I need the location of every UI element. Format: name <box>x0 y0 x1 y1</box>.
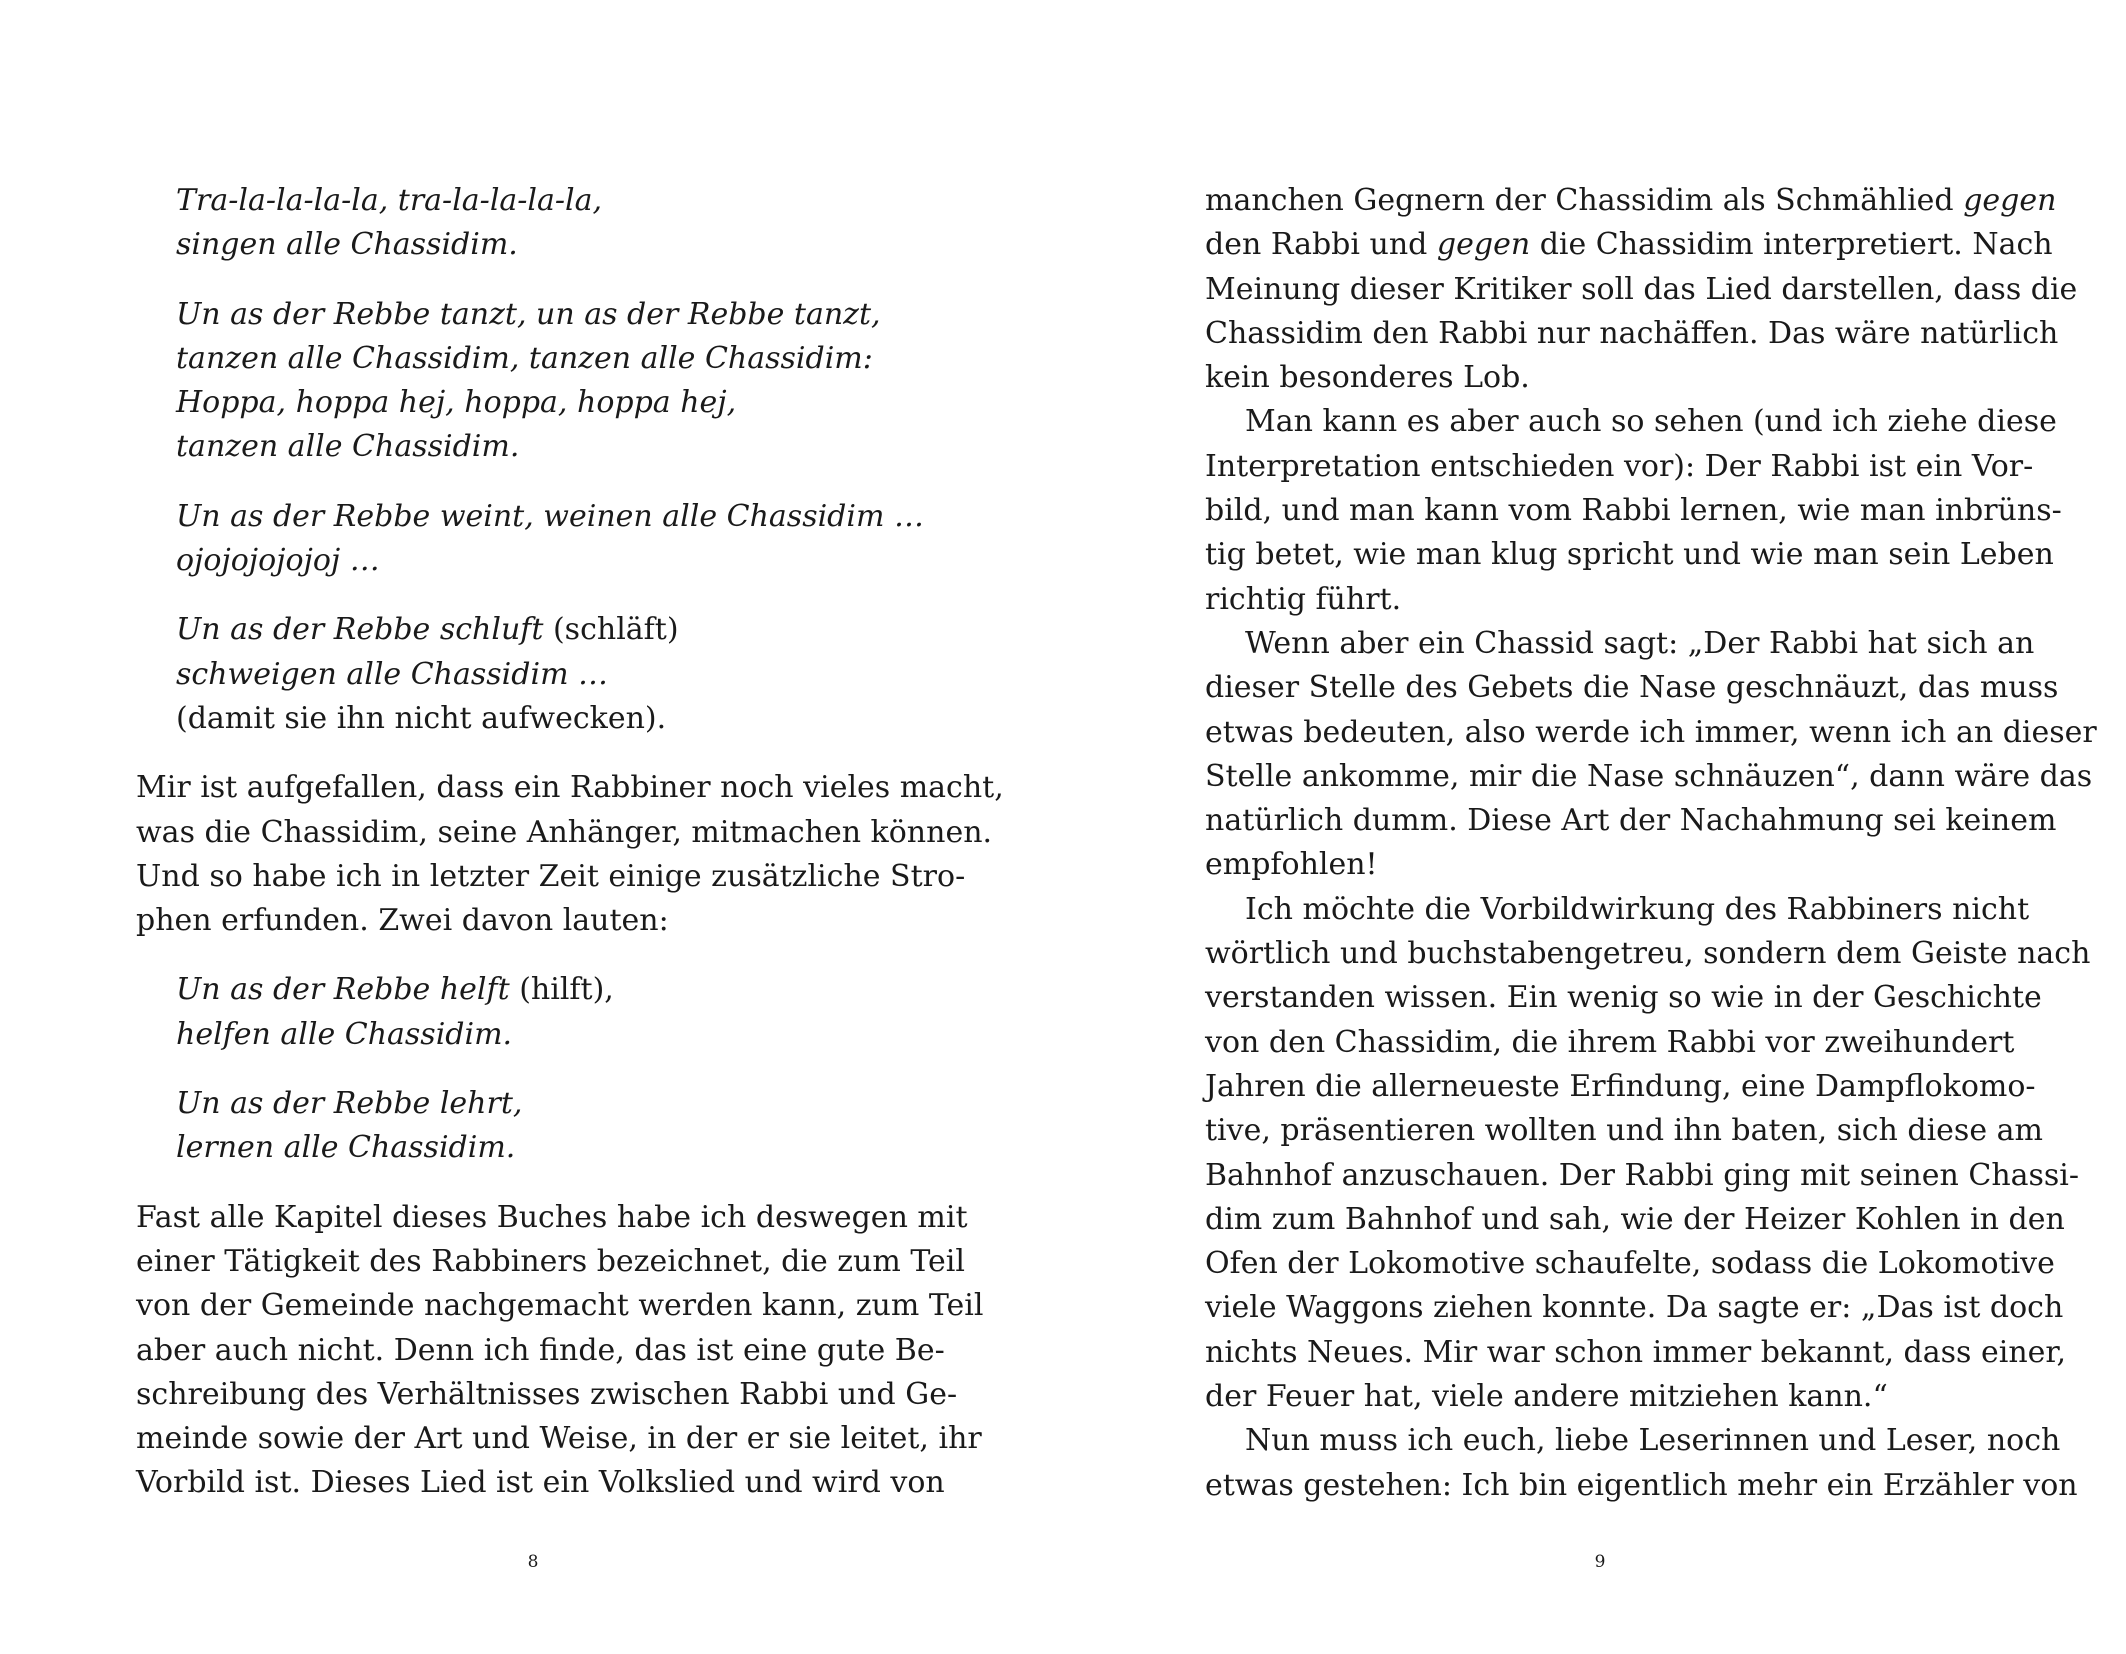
paragraph-continuation <box>1205 179 2078 400</box>
text-line: Stelle ankomme, mir die Nase schnäuzen“, dann wäre das <box>1205 758 2093 794</box>
verse-line: helfen alle Chassidim. <box>176 1016 513 1052</box>
verse-text-italic: Un as der Rebbe schluft <box>176 612 544 648</box>
text-line: Interpretation entschieden vor): Der Rabbi ist ein Vor- <box>1205 448 2034 484</box>
song-stanza-4 <box>176 608 934 741</box>
page-number-left: 8 <box>527 1552 539 1572</box>
text-line: einer Tätigkeit des Rabbiners bezeichnet, die zum Teil <box>136 1243 965 1279</box>
text-line: Jahren die allerneueste Erfindung, eine Dampflokomo- <box>1205 1068 2036 1104</box>
song-stanza-2 <box>176 293 934 470</box>
right-page <box>1063 0 2126 1654</box>
text-line <box>1205 179 2057 223</box>
text-line: Ofen der Lokomotive schaufelte, sodass die Lokomotive <box>1205 1246 2055 1282</box>
verse-line: Un as der Rebbe lehrt, <box>176 1086 523 1122</box>
text-line: viele Waggons ziehen konnte. Da sagte er: „Das ist doch <box>1205 1290 2064 1326</box>
text-line: meinde sowie der Art und Weise, in der er sie leitet, ihr <box>136 1421 982 1457</box>
text-line: der Feuer hat, viele andere mitziehen kann.“ <box>1205 1379 1888 1415</box>
text-line: Vorbild ist. Dieses Lied ist ein Volkslied und wird von <box>136 1465 945 1501</box>
verse-line <box>176 608 934 652</box>
text-line: Meinung dieser Kritiker soll das Lied darstellen, dass die <box>1205 271 2078 307</box>
verse-line: tanzen alle Chassidim, tanzen alle Chassidim: <box>176 340 873 376</box>
text-line: schreibung des Verhältnisses zwischen Rabbi und Ge- <box>136 1376 958 1412</box>
text-line: von den Chassidim, die ihrem Rabbi vor zweihundert <box>1205 1024 2015 1060</box>
text-line: von der Gemeinde nachgemacht werden kann, zum Teil <box>136 1288 984 1324</box>
verse-line: singen alle Chassidim. <box>176 227 518 263</box>
text-line: Chassidim den Rabbi nur nachäffen. Das wäre natürlich <box>1205 315 2059 351</box>
text-line: aber auch nicht. Denn ich finde, das ist eine gute Be- <box>136 1332 945 1368</box>
verse-line: Un as der Rebbe tanzt, un as der Rebbe tanzt, <box>176 296 881 332</box>
paragraph-locomotive <box>1205 888 2091 1420</box>
verse-line: Hoppa, hoppa hej, hoppa, hoppa hej, <box>176 385 737 421</box>
verse-line: lernen alle Chassidim. <box>176 1130 516 1166</box>
verse-line: (damit sie ihn nicht aufwecken). <box>176 700 667 736</box>
text-line: richtig führt. <box>1205 581 1402 617</box>
text-line: phen erfunden. Zwei davon lauten: <box>136 903 669 939</box>
paragraph-confession <box>1205 1419 2078 1508</box>
text-line <box>1205 223 2053 267</box>
paragraph-2 <box>136 1196 984 1506</box>
text-line: empfohlen! <box>1205 847 1378 883</box>
text-line: Man kann es aber auch so sehen (und ich ziehe diese <box>1245 404 2057 440</box>
text-line: verstanden wissen. Ein wenig so wie in der Geschichte <box>1205 980 2042 1016</box>
text-line: was die Chassidim, seine Anhänger, mitmachen können. <box>136 814 993 850</box>
verse-line: tanzen alle Chassidim. <box>176 429 520 465</box>
text-line: Und so habe ich in letzter Zeit einige zusätzliche Stro- <box>136 858 966 894</box>
verse-line: Un as der Rebbe weint, weinen alle Chassidim … <box>176 498 924 534</box>
page-number-right: 9 <box>1594 1552 1606 1572</box>
right-page-text <box>1205 179 2097 1508</box>
left-page-text <box>136 179 1004 1531</box>
text-run: den Rabbi und <box>1205 227 1437 263</box>
text-line: bild, und man kann vom Rabbi lernen, wie man inbrüns- <box>1205 493 2062 529</box>
text-line: tig betet, wie man klug spricht und wie man sein Leben <box>1205 537 2054 573</box>
emphasis-text: gegen <box>1963 183 2057 218</box>
verse-line <box>176 968 934 1012</box>
text-line: nichts Neues. Mir war schon immer bekannt, dass einer, <box>1205 1334 2066 1370</box>
text-line: tive, präsentieren wollten und ihn baten, sich diese am <box>1205 1113 2043 1149</box>
verse-line: ojojojojojoj … <box>176 543 380 579</box>
song-stanza-6 <box>176 1082 934 1171</box>
text-line: wörtlich und buchstabengetreu, sondern dem Geiste nach <box>1205 936 2091 972</box>
text-run: manchen Gegnern der Chassidim als Schmählied <box>1205 183 1964 218</box>
paragraph-interpretation <box>1205 400 2062 621</box>
song-stanza-3 <box>176 495 934 584</box>
text-run: die Chassidim interpretiert. Nach <box>1530 227 2053 263</box>
text-line: Fast alle Kapitel dieses Buches habe ich deswegen mit <box>136 1199 968 1235</box>
text-line: Bahnhof anzuschauen. Der Rabbi ging mit seinen Chassi- <box>1205 1157 2080 1193</box>
verse-text-italic: Un as der Rebbe helft <box>176 972 510 1008</box>
text-line: Nun muss ich euch, liebe Leserinnen und Leser, noch <box>1245 1423 2061 1459</box>
verse-translation: (hilft), <box>509 972 614 1008</box>
text-line: dim zum Bahnhof und sah, wie der Heizer Kohlen in den <box>1205 1201 2065 1237</box>
song-stanza-1 <box>176 179 934 268</box>
text-line: natürlich dumm. Diese Art der Nachahmung sei keinem <box>1205 803 2057 839</box>
text-line: Ich möchte die Vorbildwirkung des Rabbiners nicht <box>1245 891 2030 927</box>
song-stanza-5 <box>176 968 934 1057</box>
text-line: etwas bedeuten, also werde ich immer, wenn ich an dieser <box>1205 714 2097 750</box>
text-line: Mir ist aufgefallen, dass ein Rabbiner noch vieles macht, <box>136 770 1004 806</box>
text-line: kein besonderes Lob. <box>1205 360 1530 396</box>
text-line: dieser Stelle des Gebets die Nase geschnäuzt, das muss <box>1205 670 2059 706</box>
text-line: Wenn aber ein Chassid sagt: „Der Rabbi hat sich an <box>1245 625 2035 661</box>
paragraph-1 <box>136 766 1004 943</box>
verse-translation: (schläft) <box>543 612 679 648</box>
paragraph-nose <box>1205 622 2097 888</box>
verse-line: schweigen alle Chassidim … <box>176 656 609 692</box>
emphasis-text: gegen <box>1436 227 1531 263</box>
verse-line: Tra-la-la-la-la, tra-la-la-la-la, <box>176 183 603 218</box>
text-line: etwas gestehen: Ich bin eigentlich mehr ein Erzähler von <box>1205 1467 2078 1503</box>
